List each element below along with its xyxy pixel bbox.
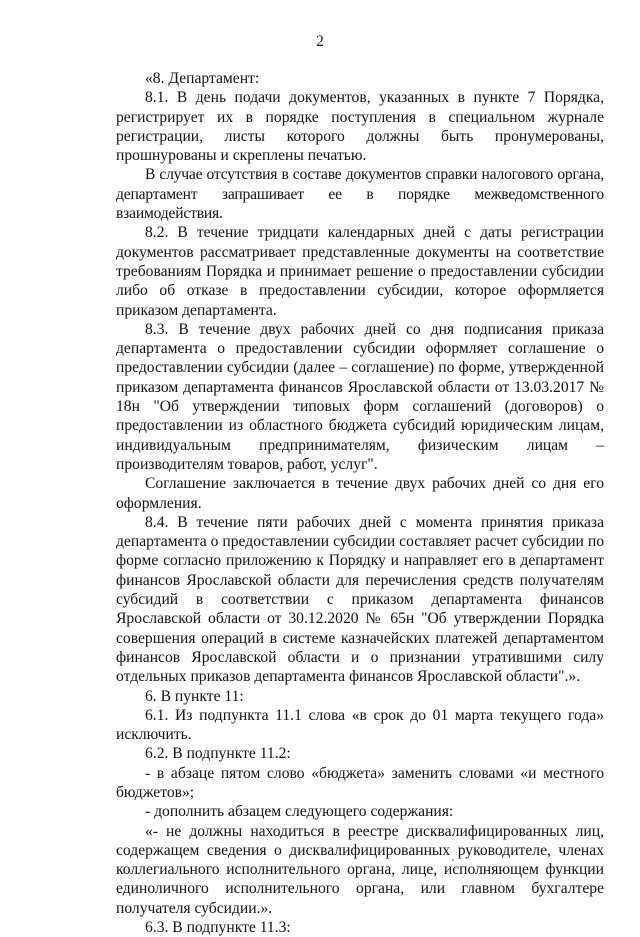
item-6-heading: 6. В пункте 11:	[145, 687, 244, 705]
clause-8-2: 8.2. В течение тридцати календарных дней с даты регистрации документов рассматривает представленные документы на соответствие требованиям Порядка и принимает решение о предоставлении субсидии либо об отказе в предоставлении субсидии, которое оформляется приказом департамента.	[116, 224, 604, 319]
page-number: 2	[316, 33, 324, 50]
document-body	[116, 69, 604, 937]
item-6-2: 6.2. В подпункте 11.2:	[145, 745, 291, 763]
added-paragraph-text: «- не должны находиться в реестре дисквалифицированных лиц, содержащем сведения о дисквалифицированных руководителе, членах коллегиального исполнительного органа, лице, исполняющем функции единоличного исполнительного органа, или главном бухгалтере получателя субсидии.».	[116, 822, 604, 917]
item-6-3: 6.3. В подпункте 11.3:	[145, 919, 291, 937]
amendment-paragraph-five: - в абзаце пятом слово «бюджета» заменить словами «и местного бюджетов»;	[116, 764, 604, 801]
clause-8-3: 8.3. В течение двух рабочих дней со дня подписания приказа департамента о предоставлении субсидии оформляет соглашение о предоставлении субсидии (далее – соглашение) по форме, утвержденной приказом департамента финансов Ярославской области от 13.03.2017 № 18н "Об утверждении типовых форм соглашений (договоров) о предоставлении из областного бюджета субсидий юридическим лицам, индивидуальным предпринимателям, физическим лицам – производителям товаров, работ, услуг".	[116, 320, 604, 473]
item-6-1: 6.1. Из подпункта 11.1 слова «в срок до 01 марта текущего года» исключить.	[116, 706, 604, 744]
section-8-heading: «8. Департамент:	[145, 70, 260, 87]
paragraph-agreement: Соглашение заключается в течение двух рабочих дней со дня его оформления.	[116, 475, 604, 512]
scan-speck	[452, 859, 454, 861]
paragraph-tax-certificate: В случае отсутствия в составе документов справки налогового органа, департамент запрашивает ее в порядке межведомственного взаимодействия.	[116, 166, 604, 223]
amendment-add-paragraph: - дополнить абзацем следующего содержания:	[145, 803, 454, 821]
clause-8-1: 8.1. В день подачи документов, указанных в пункте 7 Порядка, регистрирует их в порядке поступления в специальном журнале регистрации, листы которого должны быть пронумерованы, прошнурованы и скреплены печатью.	[116, 89, 604, 165]
clause-8-4: 8.4. В течение пяти рабочих дней с момента принятия приказа департамента о предоставлении субсидии составляет расчет субсидии по форме согласно приложению к Порядку и направляет его в департамент финансов Ярославской области для перечисления средств получателям субсидий в соответствии с приказом департамента финансов Ярославской области от 30.12.2020 № 65н "Об утверждении Порядка совершения операций в системе казначейских платежей департаментом финансов Ярославской области и о признании утратившими силу отдельных приказов департамента финансов Ярославской области".».	[116, 513, 604, 686]
